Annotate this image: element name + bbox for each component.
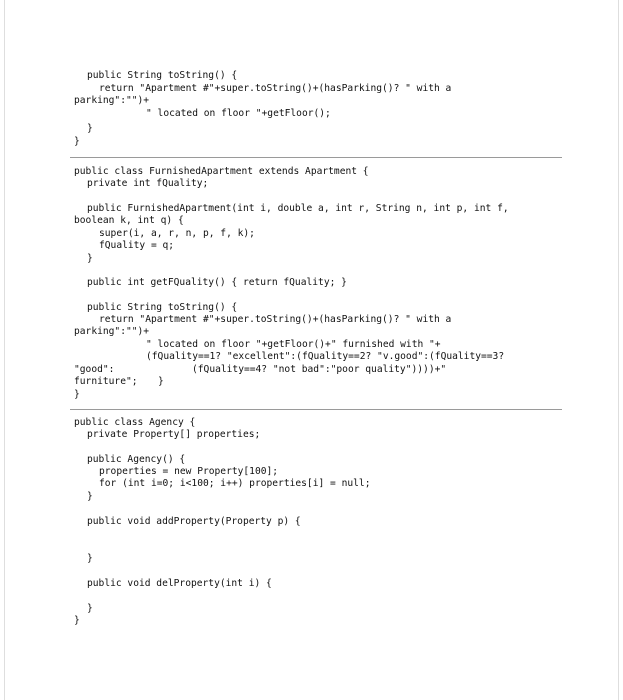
code-line: (fQuality==1? "excellent":(fQuality==2? "v.good":(fQuality==3?: [146, 351, 505, 362]
code-line: public void addProperty(Property p) {: [87, 516, 301, 527]
code-line: public class FurnishedApartment extends Apartment {: [74, 166, 369, 177]
code-line: return "Apartment #"+super.toString()+(hasParking()? " with a: [99, 83, 452, 94]
code-line: return "Apartment #"+super.toString()+(hasParking()? " with a: [99, 314, 452, 325]
code-line: for (int i=0; i<100; i++) properties[i] = null;: [99, 478, 371, 489]
code-line: furniture";: [74, 376, 138, 387]
code-line: public class Agency {: [74, 417, 196, 428]
code-line: }: [87, 123, 93, 134]
code-line: properties = new Property[100];: [99, 466, 279, 477]
code-line: fQuality = q;: [99, 240, 175, 251]
code-line: super(i, a, r, n, p, f, k);: [99, 228, 255, 239]
code-line: }: [158, 376, 164, 387]
code-line: }: [87, 603, 93, 614]
section-divider: [70, 157, 562, 158]
code-line: " located on floor "+getFloor();: [146, 108, 331, 119]
code-line: boolean k, int q) {: [74, 215, 184, 226]
code-line: public int getFQuality() { return fQuality; }: [87, 277, 347, 288]
code-line: private Property[] properties;: [87, 429, 261, 440]
code-line: public FurnishedApartment(int i, double a, int r, String n, int p, int f,: [87, 203, 509, 214]
code-line: }: [74, 615, 80, 626]
section-divider: [70, 409, 562, 410]
code-line: public String toString() {: [87, 302, 238, 313]
code-line: public Agency() {: [87, 454, 186, 465]
code-line: parking":"")+: [74, 95, 150, 106]
code-line: }: [87, 553, 93, 564]
code-line: }: [87, 491, 93, 502]
code-line: (fQuality==4? "not bad":"poor quality"))))+": [192, 364, 447, 375]
code-line: " located on floor "+getFloor()+" furnished with "+: [146, 339, 441, 350]
code-line: parking":"")+: [74, 326, 150, 337]
code-line: "good":: [74, 364, 115, 375]
code-line: public void delProperty(int i) {: [87, 578, 272, 589]
code-line: }: [74, 136, 80, 147]
code-line: }: [74, 389, 80, 400]
code-line: private int fQuality;: [87, 178, 209, 189]
code-line: public String toString() {: [87, 70, 238, 81]
code-line: }: [87, 253, 93, 264]
